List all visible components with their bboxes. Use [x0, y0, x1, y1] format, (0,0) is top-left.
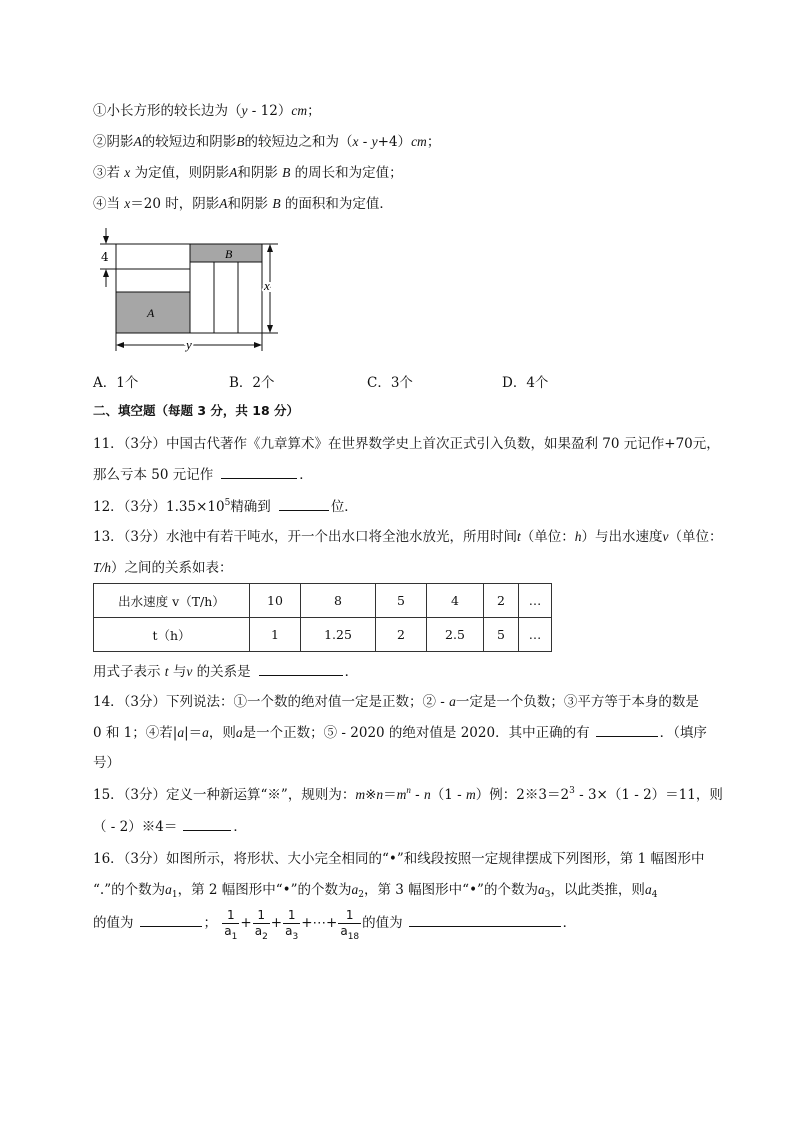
var-a: a	[449, 694, 456, 709]
den-var: a	[340, 924, 348, 938]
var-B: B	[272, 196, 281, 211]
plus: +	[270, 915, 283, 931]
q15-line2	[93, 816, 247, 837]
subscript: 3	[544, 890, 551, 900]
table-row	[94, 618, 552, 652]
den-subscript: 18	[347, 932, 360, 942]
text: ．	[299, 467, 313, 483]
statement-2	[93, 132, 440, 152]
text: （单位：	[668, 529, 723, 545]
table-cell: 2	[376, 618, 427, 652]
var-a: a	[165, 882, 172, 897]
text: -	[410, 787, 425, 803]
var-n: n	[376, 787, 384, 802]
den-subscript: 3	[292, 932, 299, 942]
text: 的关系是	[196, 664, 251, 680]
answer-blank[interactable]	[279, 496, 329, 511]
text: “.”的个数为	[93, 882, 166, 898]
text: ，第 3 幅图形中“•”的个数为	[364, 882, 538, 898]
text: 那么亏本 50 元记作	[93, 467, 214, 483]
unit-T-per-h: T/h	[93, 560, 112, 575]
text: - 12）	[247, 103, 292, 119]
var-a: a	[235, 725, 243, 740]
text: 的周长和为定值；	[290, 165, 403, 181]
var-a: a	[644, 882, 652, 897]
table-header-cell: 出水速度 v（T/h）	[94, 584, 250, 618]
text: 的面积和为定值．	[280, 196, 393, 212]
unit-cm: cm	[411, 134, 427, 149]
var-h: h	[574, 529, 582, 544]
var-B: B	[282, 165, 291, 180]
rectangle-figure	[90, 225, 290, 360]
table-cell: 1.25	[301, 618, 376, 652]
q16-line3	[93, 906, 576, 940]
q16-line1: 16．（3分）如图所示，将形状、大小完全相同的“•”和线段按照一定规律摆成下列图形，第 1 幅图形中	[93, 851, 705, 867]
exponent: 3	[569, 786, 575, 796]
table-header-cell: t（h）	[94, 618, 250, 652]
q13-answer-line	[93, 661, 358, 682]
statement-1	[93, 101, 321, 121]
q14-line1	[93, 692, 699, 712]
unit-cm: cm	[291, 103, 308, 118]
numerator: 1	[338, 908, 361, 924]
var-y: y	[371, 134, 378, 149]
text: 的较短边之和为（	[244, 134, 353, 150]
var-n: n	[424, 787, 431, 802]
text: 的值为	[93, 915, 134, 931]
text: ．	[233, 819, 247, 835]
answer-blank[interactable]	[409, 912, 561, 927]
option-d: D．4个	[502, 375, 549, 391]
text: 位．	[330, 499, 358, 515]
var-x: x	[124, 165, 131, 180]
var-A: A	[229, 165, 238, 180]
answer-blank[interactable]	[140, 912, 202, 927]
subscript: 2	[358, 890, 365, 900]
text: 为定值，则阴影	[130, 165, 230, 181]
text: ②阴影	[93, 134, 134, 150]
var-a: a	[202, 725, 209, 740]
text: ④当	[93, 196, 125, 212]
text: 一定是一个负数；③平方等于本身的数是	[455, 694, 699, 710]
var-x: x	[352, 134, 359, 149]
label-B: B	[225, 247, 233, 261]
q15-line1	[93, 785, 723, 805]
text: ）与出水速度	[581, 529, 663, 545]
den-var: a	[224, 924, 232, 938]
option-c: C．3个	[367, 375, 413, 391]
text: ①小长方形的较长边为（	[93, 103, 242, 119]
operator: ※	[365, 787, 377, 803]
numerator: 1	[283, 908, 300, 924]
q14-line2	[93, 722, 707, 743]
den-var: a	[285, 924, 293, 938]
var-A: A	[219, 196, 228, 211]
statement-4	[93, 194, 393, 214]
q13-line2	[93, 558, 233, 578]
text: ③若	[93, 165, 125, 181]
q12	[93, 496, 358, 517]
text: ；	[426, 134, 441, 150]
text: 与	[172, 664, 187, 680]
option-a: A．1个	[93, 375, 139, 391]
label-y: y	[186, 337, 192, 352]
den-subscript: 1	[231, 932, 238, 942]
section-title: 二、填空题（每题 3 分，共 18 分）	[93, 403, 300, 418]
text: 和阴影	[237, 165, 283, 181]
table-cell: 1	[250, 618, 301, 652]
var-m: m	[396, 787, 407, 802]
label-4: 4	[101, 250, 109, 264]
fraction-1-over-a3	[283, 908, 300, 942]
text: +4）	[377, 134, 412, 150]
exponent-n: n	[406, 785, 411, 795]
text: - 3×（1 - 2）＝11，则	[574, 787, 723, 803]
text: 的值为	[362, 915, 403, 931]
data-table	[93, 583, 552, 652]
ellipsis: +⋯+	[301, 915, 338, 931]
var-v: v	[662, 529, 669, 544]
table-cell: 4	[427, 584, 484, 618]
table-cell: 2	[484, 584, 519, 618]
text: ，以此类推，则	[550, 882, 645, 898]
var-a: a	[351, 882, 359, 897]
fraction-1-over-a18	[338, 908, 361, 942]
text: （1 -	[430, 787, 467, 803]
text: 的较短边和阴影	[141, 134, 237, 150]
statement-3	[93, 163, 403, 183]
text: ）之间的关系如表：	[111, 560, 233, 576]
subscript: 4	[651, 890, 658, 900]
text: ．	[562, 915, 577, 931]
text: ＝	[383, 787, 397, 803]
text: ；	[307, 103, 321, 119]
q16-line2	[93, 880, 657, 900]
text: ）例：2※3＝2	[475, 787, 570, 803]
text: 13．（3分）水池中有若干吨水，开一个出水口将全池水放光，所用时间	[93, 529, 518, 545]
table-cell: 2.5	[427, 618, 484, 652]
q11-line2	[93, 464, 313, 485]
table-row	[94, 584, 552, 618]
text: 0 和 1；④若|	[93, 725, 178, 741]
var-t: t	[164, 664, 169, 679]
text: 用式子表示	[93, 664, 161, 680]
table-cell: …	[519, 618, 552, 652]
table-cell: 5	[484, 618, 519, 652]
var-A: A	[133, 134, 142, 149]
exponent: 5	[224, 498, 231, 508]
text: （ - 2）※4＝	[93, 819, 178, 835]
var-t: t	[517, 529, 521, 544]
text: ；	[203, 915, 217, 931]
text: -	[358, 134, 372, 150]
den-var: a	[254, 924, 263, 938]
var-v: v	[186, 664, 193, 679]
denominator	[222, 924, 239, 942]
table-cell: 8	[301, 584, 376, 618]
text: |＝	[184, 725, 203, 741]
var-a: a	[177, 725, 185, 740]
answer-blank[interactable]	[259, 661, 343, 676]
var-y: y	[241, 103, 248, 118]
plus: +	[240, 915, 252, 931]
var-m: m	[466, 787, 476, 802]
text: 是一个正数；⑤ - 2020 的绝对值是 2020．其中正确的有	[242, 725, 590, 741]
text: （单位：	[520, 529, 575, 545]
var-m: m	[355, 787, 366, 802]
text: ，第 2 幅图形中“•”的个数为	[177, 882, 352, 898]
text: ，则	[208, 725, 236, 741]
subscript: 1	[171, 890, 178, 900]
text: 14．（3分）下列说法：①一个数的绝对值一定是正数；② -	[93, 694, 450, 710]
label-A: A	[147, 306, 155, 320]
q11-line1: 11．（3分）中国古代著作《九章算术》在世界数学史上首次正式引入负数，如果盈利 70 元记作+70元，	[93, 436, 720, 452]
text: ．（填序	[659, 725, 707, 741]
q13-line1	[93, 527, 723, 547]
table-cell: 10	[250, 584, 301, 618]
q14-line3: 号）	[93, 755, 120, 771]
text: 和阴影	[227, 196, 273, 212]
table-cell: …	[519, 584, 552, 618]
var-a: a	[537, 882, 545, 897]
var-B: B	[236, 134, 245, 149]
text: 15．（3分）定义一种新运算“※”，规则为：	[93, 787, 356, 803]
numerator: 1	[253, 908, 270, 924]
option-b: B．2个	[229, 375, 275, 391]
text: ＝20 时，阴影	[130, 196, 220, 212]
table-cell: 5	[376, 584, 427, 618]
answer-blank[interactable]	[596, 722, 658, 737]
text: ．	[344, 664, 359, 680]
var-x: x	[124, 196, 131, 211]
denominator	[283, 924, 300, 942]
numerator: 1	[222, 908, 239, 924]
text: 精确到	[230, 499, 271, 515]
answer-blank[interactable]	[183, 816, 231, 831]
fraction-1-over-a1	[222, 908, 239, 942]
label-x: x	[264, 278, 270, 293]
fraction-1-over-a2	[253, 908, 270, 942]
answer-blank[interactable]	[221, 464, 297, 479]
den-subscript: 2	[262, 932, 268, 942]
denominator	[253, 924, 270, 942]
denominator	[338, 924, 361, 942]
text: 12．（3分）1.35×10	[93, 499, 225, 515]
